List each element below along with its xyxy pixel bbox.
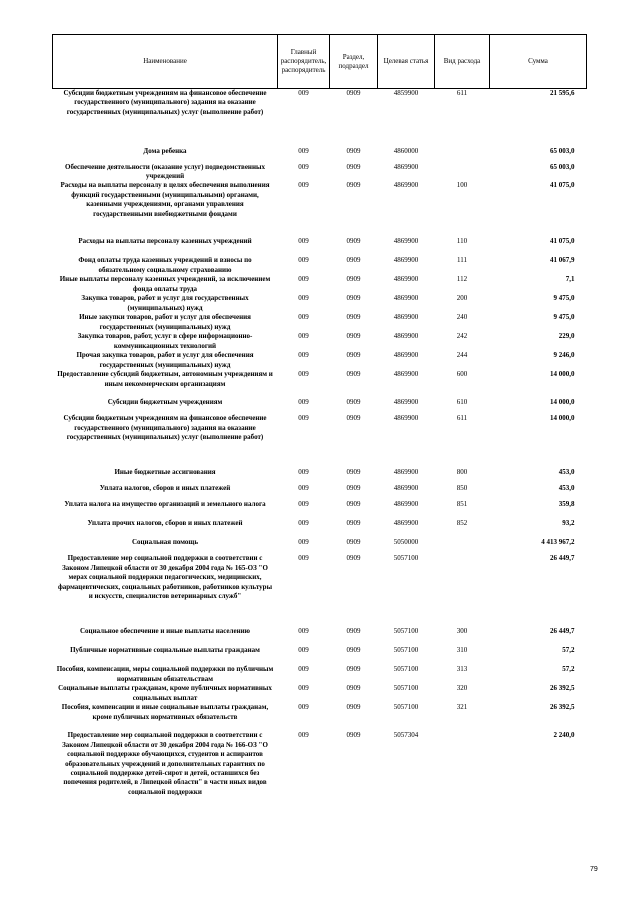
table-row	[53, 332, 587, 351]
cell-section: 0909	[346, 275, 361, 284]
cell-name: Субсидии бюджетным учреждениям на финансовое обеспечение государственного (муниципального) задания на оказание государственных (муниципальных) услуг (выполнение работ)	[63, 414, 267, 442]
cell-target: 4869900	[393, 500, 419, 509]
cell-sum: 453,0	[558, 484, 575, 493]
cell-section: 0909	[346, 665, 361, 674]
cell-admin: 009	[298, 538, 309, 547]
table-header-row	[53, 35, 587, 89]
cell-target: 5057100	[393, 554, 419, 563]
cell-name: Предоставление мер социальной поддержки в соответствии с Законом Липецкой области от 30 декабря 2004 года № 166-ОЗ "О социальной поддержке обучающихся, студентов и аспирантов образовательных учреждений и дополнительных гарантиях по социальной поддержке детей-сирот и детей, оставшихся без попечения родителей, в Липецкой области" в части иных видов социальной поддержки	[62, 731, 268, 796]
cell-target: 5057100	[393, 684, 419, 693]
cell-target: 4869900	[393, 414, 419, 423]
cell-name: Уплата налогов, сборов и иных платежей	[99, 484, 231, 493]
cell-type: 200	[456, 294, 468, 303]
table-row	[53, 468, 587, 484]
cell-name: Обеспечение деятельности (оказание услуг) подведомственных учреждений	[65, 162, 265, 180]
cell-section: 0909	[346, 146, 361, 155]
cell-name: Расходы на выплаты персоналу казенных учреждений	[78, 237, 252, 246]
table-row	[53, 484, 587, 500]
cell-target: 4859900	[393, 89, 419, 97]
cell-admin: 009	[298, 468, 309, 477]
cell-target: 4869900	[393, 398, 419, 407]
cell-type: 852	[456, 519, 468, 528]
cell-section: 0909	[346, 181, 361, 190]
cell-type	[435, 147, 490, 163]
cell-section: 0909	[346, 237, 361, 246]
cell-target: 5057100	[393, 646, 419, 655]
cell-admin: 009	[298, 294, 309, 303]
header-target: Целевая статья	[378, 35, 435, 89]
cell-admin: 009	[298, 313, 309, 322]
cell-name: Расходы на выплаты персоналу в целях обеспечения выполнения функций государственными (муниципальными) органами, казенными учреждениями, органами управления государственными внебюджетными фондами	[60, 181, 270, 218]
cell-name: Пособия, компенсации, меры социальной поддержки по публичным нормативным обязательствам	[56, 665, 274, 683]
cell-type: 112	[456, 275, 468, 284]
cell-type: 242	[456, 332, 468, 341]
cell-section: 0909	[346, 684, 361, 693]
cell-sum: 9 475,0	[553, 313, 575, 322]
cell-section: 0909	[346, 89, 361, 97]
cell-name: Иные бюджетные ассигнования	[114, 468, 216, 477]
cell-section: 0909	[346, 554, 361, 563]
cell-name: Дома ребенка	[143, 146, 187, 155]
cell-sum: 14 000,0	[550, 398, 575, 407]
table-row	[53, 731, 587, 815]
cell-sum: 7,1	[565, 275, 575, 284]
cell-type: 611	[456, 89, 468, 97]
table-row	[53, 181, 587, 237]
cell-section: 0909	[346, 256, 361, 265]
cell-name: Субсидии бюджетным учреждениям на финансовое обеспечение государственного (муниципального) задания на оказание государственных (муниципальных) услуг (выполнение работ)	[63, 89, 267, 116]
cell-target: 5057100	[393, 665, 419, 674]
cell-target: 4869900	[393, 256, 419, 265]
cell-name: Прочая закупка товаров, работ и услуг для обеспечения государственных (муниципальных) нужд	[76, 351, 254, 369]
cell-name: Социальная помощь	[131, 538, 199, 547]
cell-sum: 26 449,7	[550, 554, 575, 563]
cell-section: 0909	[346, 703, 361, 712]
cell-admin: 009	[298, 703, 309, 712]
header-section: Раздел, подраздел	[330, 35, 378, 89]
cell-target: 5057100	[393, 703, 419, 712]
cell-admin: 009	[298, 256, 309, 265]
cell-name: Иные выплаты персоналу казенных учреждений, за исключением фонда оплаты труда	[59, 275, 271, 293]
cell-type: 244	[456, 351, 468, 360]
cell-sum: 2 240,0	[553, 731, 575, 740]
table-row	[53, 237, 587, 256]
cell-admin: 009	[298, 484, 309, 493]
cell-sum: 14 000,0	[550, 370, 575, 379]
table-row	[53, 398, 587, 414]
budget-table-sheet	[52, 34, 586, 815]
cell-target: 4869900	[393, 313, 419, 322]
cell-sum: 21 595,6	[550, 89, 575, 97]
cell-target: 5057100	[393, 627, 419, 636]
cell-type: 300	[456, 627, 468, 636]
cell-section: 0909	[346, 294, 361, 303]
table-row	[53, 351, 587, 370]
table-row	[53, 703, 587, 731]
table-row	[53, 538, 587, 554]
cell-admin: 009	[298, 89, 309, 97]
table-row	[53, 519, 587, 538]
header-admin: Главный распорядитель, распорядитель	[278, 35, 330, 89]
cell-sum: 65 003,0	[550, 162, 575, 171]
cell-target: 4869900	[393, 162, 419, 171]
cell-admin: 009	[298, 351, 309, 360]
cell-target: 4869900	[393, 370, 419, 379]
cell-name: Фонд оплаты труда казенных учреждений и взносы по обязательному социальному страхованию	[78, 256, 252, 274]
table-row	[53, 554, 587, 627]
cell-type	[435, 731, 490, 815]
cell-section: 0909	[346, 468, 361, 477]
cell-type: 310	[456, 646, 468, 655]
cell-name: Субсидии бюджетным учреждениям	[107, 398, 223, 407]
cell-name: Иные закупки товаров, работ и услуг для обеспечения государственных (муниципальных) нужд	[79, 313, 251, 331]
table-row	[53, 147, 587, 163]
cell-type: 110	[456, 237, 468, 246]
cell-type	[435, 538, 490, 554]
cell-sum: 9 246,0	[553, 351, 575, 360]
table-row	[53, 627, 587, 646]
cell-admin: 009	[298, 627, 309, 636]
page-number: 79	[590, 866, 598, 873]
cell-sum: 4 413 967,2	[541, 538, 575, 547]
cell-section: 0909	[346, 500, 361, 509]
cell-type: 800	[456, 468, 468, 477]
cell-admin: 009	[298, 665, 309, 674]
cell-section: 0909	[346, 519, 361, 528]
cell-sum: 57,2	[562, 646, 575, 655]
cell-sum: 26 449,7	[550, 627, 575, 636]
table-row	[53, 665, 587, 684]
cell-type: 321	[456, 703, 468, 712]
cell-admin: 009	[298, 275, 309, 284]
cell-section: 0909	[346, 398, 361, 407]
cell-section: 0909	[346, 332, 361, 341]
cell-admin: 009	[298, 414, 309, 423]
cell-target: 4869900	[393, 468, 419, 477]
cell-type: 111	[457, 256, 467, 265]
cell-admin: 009	[298, 646, 309, 655]
cell-name: Социальные выплаты гражданам, кроме публичных нормативных социальных выплат	[58, 684, 272, 702]
cell-type	[435, 163, 490, 182]
cell-sum: 41 067,9	[550, 256, 575, 265]
cell-admin: 009	[298, 500, 309, 509]
cell-target: 4869900	[393, 351, 419, 360]
cell-admin: 009	[298, 370, 309, 379]
cell-name: Уплата налога на имущество организаций и земельного налога	[64, 500, 266, 509]
table-row	[53, 500, 587, 519]
cell-sum: 65 003,0	[550, 146, 575, 155]
table-row	[53, 370, 587, 398]
cell-sum: 57,2	[562, 665, 575, 674]
cell-target: 4869900	[393, 181, 419, 190]
table-row	[53, 684, 587, 703]
table-row	[53, 89, 587, 147]
cell-target: 4869900	[393, 275, 419, 284]
cell-name: Предоставление субсидий бюджетным, автономным учреждениям и иным некоммерческим организациям	[57, 370, 273, 388]
cell-target: 5057304	[393, 731, 419, 740]
cell-type: 320	[456, 684, 468, 693]
cell-admin: 009	[298, 332, 309, 341]
cell-sum: 26 392,5	[550, 684, 575, 693]
table-row	[53, 646, 587, 665]
cell-admin: 009	[298, 398, 309, 407]
cell-target: 4869900	[393, 519, 419, 528]
cell-sum: 359,8	[558, 500, 575, 509]
cell-section: 0909	[346, 484, 361, 493]
cell-sum: 453,0	[558, 468, 575, 477]
cell-type: 610	[456, 398, 468, 407]
cell-name: Пособия, компенсации и иные социальные выплаты гражданам, кроме публичных нормативных обязательств	[61, 703, 269, 721]
cell-section: 0909	[346, 627, 361, 636]
cell-type: 240	[456, 313, 468, 322]
table-row	[53, 256, 587, 275]
table-row	[53, 313, 587, 332]
table-row	[53, 414, 587, 468]
cell-name: Предоставление мер социальной поддержки в соответствии с Законом Липецкой области от 30 декабря 2004 года № 165-ОЗ "О мерах социальной поддержки педагогических, медицинских, фармацевтических, социальных работников, работников культуры и искусств, специалистов ветеринарных служб"	[57, 554, 273, 600]
cell-section: 0909	[346, 313, 361, 322]
table-row	[53, 294, 587, 313]
cell-admin: 009	[298, 731, 309, 740]
cell-type: 100	[456, 181, 468, 190]
cell-section: 0909	[346, 162, 361, 171]
cell-admin: 009	[298, 162, 309, 171]
cell-type: 600	[456, 370, 468, 379]
header-type: Вид расхода	[435, 35, 490, 89]
cell-section: 0909	[346, 370, 361, 379]
table-row	[53, 163, 587, 182]
cell-sum: 14 000,0	[550, 414, 575, 423]
cell-name: Закупка товаров, работ, услуг в сфере информационно-коммуникационных технологий	[77, 332, 253, 350]
cell-section: 0909	[346, 414, 361, 423]
cell-section: 0909	[346, 538, 361, 547]
cell-target: 4869900	[393, 332, 419, 341]
budget-table	[52, 34, 587, 815]
cell-name: Публичные нормативные социальные выплаты гражданам	[70, 646, 260, 655]
header-sum: Сумма	[490, 35, 587, 89]
cell-admin: 009	[298, 237, 309, 246]
cell-target: 5050000	[393, 538, 419, 547]
cell-admin: 009	[298, 554, 309, 563]
cell-name: Социальное обеспечение и иные выплаты населению	[80, 627, 250, 636]
cell-section: 0909	[346, 351, 361, 360]
cell-type: 851	[456, 500, 468, 509]
cell-target: 4869900	[393, 484, 419, 493]
cell-section: 0909	[346, 646, 361, 655]
table-row	[53, 275, 587, 294]
cell-sum: 93,2	[562, 519, 575, 528]
cell-name: Уплата прочих налогов, сборов и иных платежей	[87, 519, 243, 528]
cell-target: 4869900	[393, 294, 419, 303]
cell-type: 611	[456, 414, 468, 423]
cell-sum: 41 075,0	[550, 181, 575, 190]
cell-sum: 26 392,5	[550, 703, 575, 712]
cell-admin: 009	[298, 519, 309, 528]
cell-admin: 009	[298, 181, 309, 190]
cell-name: Закупка товаров, работ и услуг для государственных (муниципальных) нужд	[81, 294, 249, 312]
cell-section: 0909	[346, 731, 361, 740]
cell-admin: 009	[298, 146, 309, 155]
cell-type	[435, 554, 490, 627]
cell-target: 4869900	[393, 237, 419, 246]
cell-type: 850	[456, 484, 468, 493]
cell-sum: 41 075,0	[550, 237, 575, 246]
cell-sum: 229,0	[558, 332, 575, 341]
cell-sum: 9 475,0	[553, 294, 575, 303]
header-name: Наименование	[53, 35, 278, 89]
cell-target: 4860000	[393, 146, 419, 155]
cell-type: 313	[456, 665, 468, 674]
cell-admin: 009	[298, 684, 309, 693]
